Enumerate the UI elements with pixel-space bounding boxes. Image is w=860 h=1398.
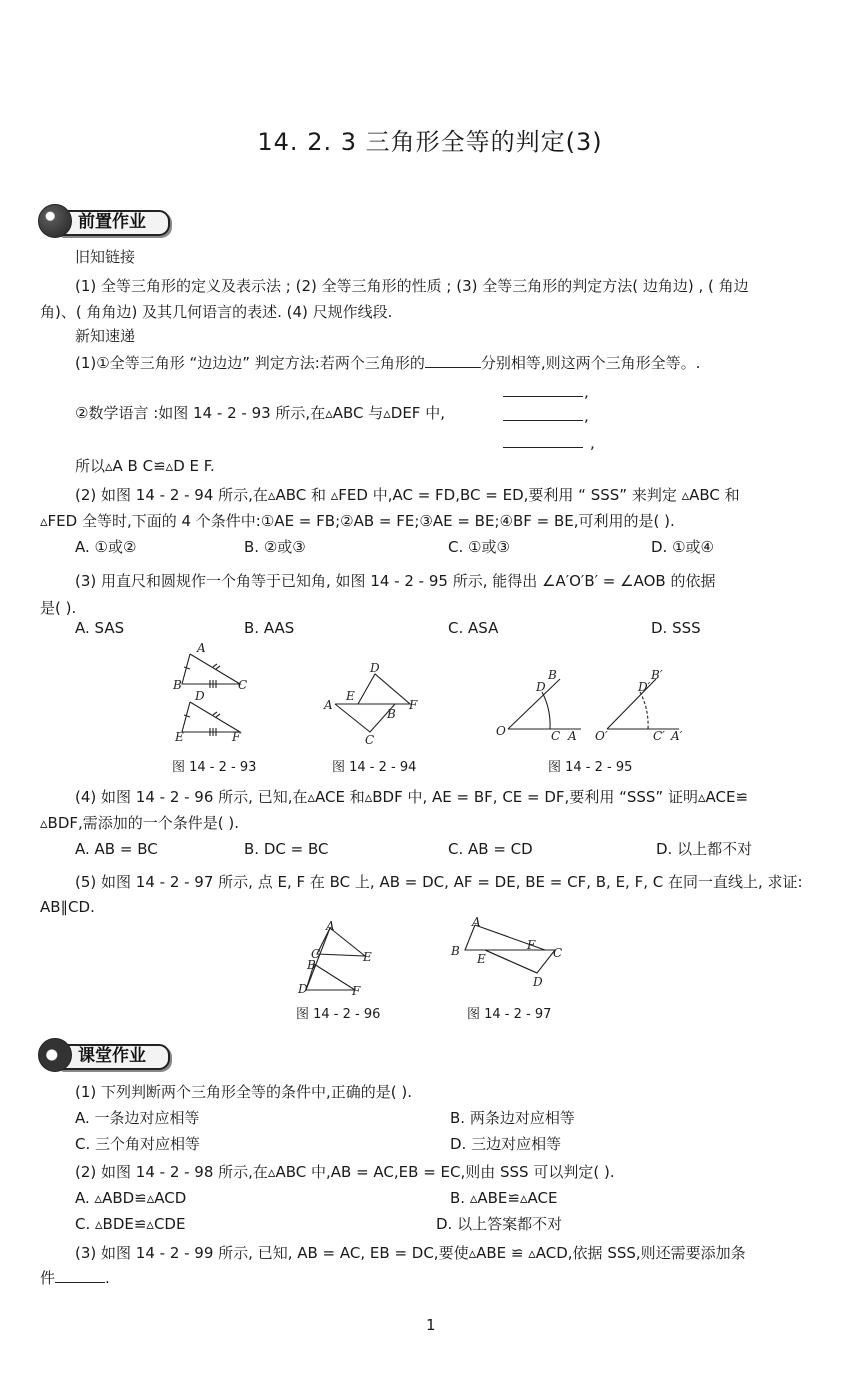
label-d-prime: D′ bbox=[638, 680, 651, 694]
label-d: D bbox=[298, 982, 308, 996]
label-o: O bbox=[496, 724, 506, 738]
label-c-prime: C′ bbox=[653, 729, 665, 743]
label-a: A bbox=[324, 698, 333, 712]
label-c: C bbox=[365, 733, 375, 746]
label-e: E bbox=[363, 950, 372, 964]
label-f: F bbox=[232, 730, 241, 744]
caption-fig-97: 图 14 - 2 - 97 bbox=[467, 1007, 552, 1022]
label-o-prime: O′ bbox=[595, 729, 608, 743]
blank-comma-2: , bbox=[584, 407, 589, 425]
label-c: C bbox=[238, 678, 248, 692]
label-c: C bbox=[553, 946, 563, 960]
q4-option-a[interactable]: A. AB = BC bbox=[75, 840, 158, 858]
question-1b: ②数学语言 :如图 14 - 2 - 93 所示,在▵ABC 与▵DEF 中, bbox=[75, 404, 445, 422]
triangle-def bbox=[182, 702, 240, 732]
label-b: B bbox=[451, 944, 460, 958]
q1a-pre: (1)①全等三角形 “边边边” 判定方法:若两个三角形的 bbox=[75, 354, 425, 372]
caption-fig-94: 图 14 - 2 - 94 bbox=[332, 760, 417, 775]
class-q2-option-b[interactable]: B. ▵ABE≌▵ACE bbox=[450, 1189, 558, 1207]
caption-fig-95: 图 14 - 2 - 95 bbox=[548, 760, 633, 775]
play-icon bbox=[38, 1038, 72, 1072]
caption-fig-96: 图 14 - 2 - 96 bbox=[296, 1007, 381, 1022]
question-1c: 所以▵A B C≌▵D E F. bbox=[75, 457, 215, 475]
question-5-line1: (5) 如图 14 - 2 - 97 所示, 点 E, F 在 BC 上, AB = DC, AF = DE, BE = CF, B, E, F, C 在同一直线上, 求证: bbox=[75, 873, 803, 891]
q3-option-a[interactable]: A. SAS bbox=[75, 619, 125, 637]
label-b: B bbox=[307, 958, 316, 972]
label-b: B bbox=[387, 707, 396, 721]
page-title: 14. 2. 3 三角形全等的判定(3) bbox=[257, 128, 603, 156]
label-d: D bbox=[195, 689, 205, 703]
caption-fig-93: 图 14 - 2 - 93 bbox=[172, 760, 257, 775]
label-d: D bbox=[536, 680, 546, 694]
label-b: B bbox=[548, 668, 557, 682]
q3-option-b[interactable]: B. AAS bbox=[244, 619, 295, 637]
label-a: A bbox=[197, 641, 206, 655]
triangle-edf bbox=[358, 674, 410, 704]
q2-option-c[interactable]: C. ①或③ bbox=[448, 538, 510, 556]
page-number: 1 bbox=[426, 1316, 436, 1334]
answer-blank[interactable] bbox=[55, 1282, 105, 1283]
q3-option-c[interactable]: C. ASA bbox=[448, 619, 499, 637]
label-b: B bbox=[173, 678, 182, 692]
label-a: A bbox=[326, 919, 335, 933]
old-link-heading: 旧知链接 bbox=[75, 248, 136, 266]
class-question-2: (2) 如图 14 - 2 - 98 所示,在▵ABC 中,AB = AC,EB = EC,则由 SSS 可以判定( ). bbox=[75, 1163, 615, 1181]
section-label: 课堂作业 bbox=[78, 1046, 146, 1066]
q3-line2-pre: 件 bbox=[40, 1269, 56, 1287]
label-a: A bbox=[568, 729, 577, 743]
class-q1-option-b[interactable]: B. 两条边对应相等 bbox=[450, 1109, 575, 1127]
answer-blank-1[interactable] bbox=[503, 396, 583, 397]
label-e: E bbox=[175, 730, 184, 744]
question-2-line2: ▵FED 全等时,下面的 4 个条件中:①AE = FB;②AB = FE;③AE = BE;④BF = BE,可利用的是( ). bbox=[40, 512, 675, 530]
label-d: D bbox=[370, 661, 380, 675]
blank-comma-3: , bbox=[590, 434, 595, 452]
q4-option-d[interactable]: D. 以上都不对 bbox=[656, 840, 753, 858]
class-q1-option-c[interactable]: C. 三个角对应相等 bbox=[75, 1135, 201, 1153]
label-a: A bbox=[472, 915, 481, 929]
class-question-3-line2 bbox=[40, 1268, 110, 1288]
question-2-line1: (2) 如图 14 - 2 - 94 所示,在▵ABC 和 ▵FED 中,AC = FD,BC = ED,要利用 “ SSS” 来判定 ▵ABC 和 bbox=[75, 486, 740, 504]
q2-option-d[interactable]: D. ①或④ bbox=[651, 538, 714, 556]
q2-option-b[interactable]: B. ②或③ bbox=[244, 538, 306, 556]
section-tag-classwork bbox=[38, 1036, 173, 1072]
triangle-edc bbox=[485, 950, 555, 973]
label-d: D bbox=[533, 975, 543, 989]
blank-comma-1: , bbox=[584, 383, 589, 401]
figure-14-2-93 bbox=[170, 640, 255, 750]
figure-14-2-97 bbox=[445, 913, 570, 993]
answer-blank-3[interactable] bbox=[503, 447, 583, 448]
old-link-line2: 角)、( 角角边) 及其几何语言的表述. (4) 尺规作线段. bbox=[40, 303, 393, 321]
q4-option-b[interactable]: B. DC = BC bbox=[244, 840, 329, 858]
old-link-line1: (1) 全等三角形的定义及表示法 ; (2) 全等三角形的性质 ; (3) 全等三角形的判定方法( 边角边) , ( 角边 bbox=[75, 277, 749, 295]
q4-option-c[interactable]: C. AB = CD bbox=[448, 840, 533, 858]
label-a-prime: A′ bbox=[671, 729, 683, 743]
triangle-abc bbox=[182, 654, 240, 684]
label-c: C bbox=[311, 947, 321, 961]
question-1a bbox=[75, 353, 700, 373]
section-label: 前置作业 bbox=[78, 212, 146, 232]
figure-14-2-96 bbox=[295, 918, 380, 998]
class-q2-option-d[interactable]: D. 以上答案都不对 bbox=[436, 1215, 563, 1233]
new-heading: 新知速递 bbox=[75, 327, 136, 345]
label-f: F bbox=[409, 698, 418, 712]
figure-14-2-95 bbox=[493, 665, 693, 745]
label-e: E bbox=[477, 952, 486, 966]
q3-line2-post: . bbox=[105, 1269, 110, 1287]
q1a-post: 分别相等,则这两个三角形全等。. bbox=[480, 354, 701, 372]
question-3-line1: (3) 用直尺和圆规作一个角等于已知角, 如图 14 - 2 - 95 所示, 能得出 ∠A′O′B′ = ∠AOB 的依据 bbox=[75, 572, 716, 590]
tag-ball-icon bbox=[38, 204, 72, 238]
question-5-line2: AB∥CD. bbox=[40, 898, 95, 916]
label-b-prime: B′ bbox=[651, 668, 663, 682]
class-question-3-line1: (3) 如图 14 - 2 - 99 所示, 已知, AB = AC, EB = DC,要使▵ABE ≌ ▵ACD,依据 SSS,则还需要添加条 bbox=[75, 1244, 746, 1262]
figure-14-2-94 bbox=[320, 660, 420, 746]
question-4-line1: (4) 如图 14 - 2 - 96 所示, 已知,在▵ACE 和▵BDF 中, AE = BF, CE = DF,要利用 “SSS” 证明▵ACE≌ bbox=[75, 788, 749, 806]
label-e: E bbox=[346, 689, 355, 703]
class-q1-option-a[interactable]: A. 一条边对应相等 bbox=[75, 1109, 200, 1127]
answer-blank-2[interactable] bbox=[503, 420, 583, 421]
class-q1-option-d[interactable]: D. 三边对应相等 bbox=[450, 1135, 562, 1153]
class-q2-option-c[interactable]: C. ▵BDE≌▵CDE bbox=[75, 1215, 186, 1233]
label-f: F bbox=[527, 938, 536, 952]
q2-option-a[interactable]: A. ①或② bbox=[75, 538, 137, 556]
class-question-1: (1) 下列判断两个三角形全等的条件中,正确的是( ). bbox=[75, 1083, 413, 1101]
label-c: C bbox=[551, 729, 561, 743]
answer-blank[interactable] bbox=[425, 367, 481, 368]
question-3-line2: 是( ). bbox=[40, 599, 77, 617]
class-q2-option-a[interactable]: A. ▵ABD≌▵ACD bbox=[75, 1189, 187, 1207]
section-tag-preview bbox=[38, 202, 173, 238]
q3-option-d[interactable]: D. SSS bbox=[651, 619, 701, 637]
triangle-acb bbox=[335, 704, 395, 732]
question-4-line2: ▵BDF,需添加的一个条件是( ). bbox=[40, 814, 240, 832]
label-f: F bbox=[352, 984, 361, 998]
